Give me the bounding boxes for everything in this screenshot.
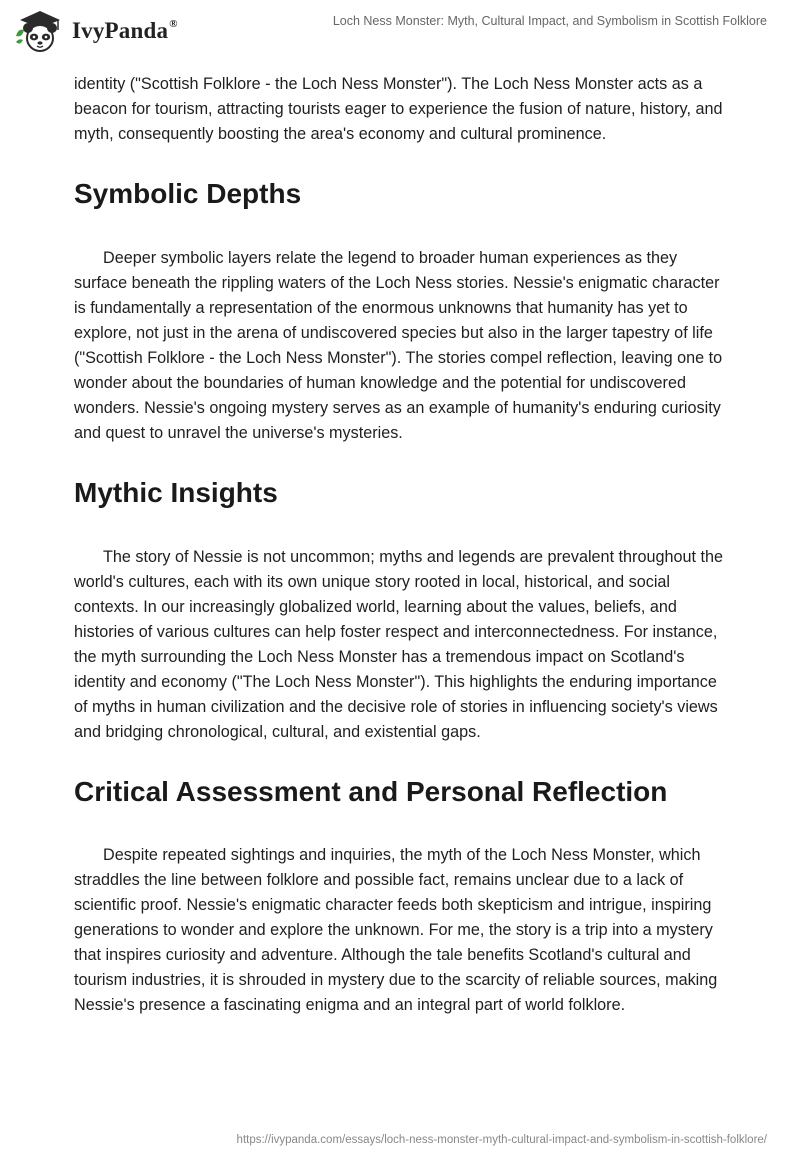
section-heading-symbolic-depths: Symbolic Depths (74, 178, 302, 209)
brand-name: IvyPanda® (72, 18, 178, 43)
essay-content (74, 72, 734, 1018)
page-header (0, 0, 800, 62)
ivypanda-logo[interactable] (14, 8, 178, 54)
registered-mark: ® (169, 18, 178, 30)
panda-graduation-cap-icon (14, 8, 66, 54)
section-heading-mythic-insights: Mythic Insights (74, 477, 278, 508)
document-title: Loch Ness Monster: Myth, Cultural Impact, and Symbolism in Scottish Folklore (332, 14, 767, 28)
section-paragraph-mythic-insights: The story of Nessie is not uncommon; myths and legends are prevalent throughout the world's cultures, each with its own unique story rooted in local, historical, and social contexts. In our increasingly globalized world, learning about the values, beliefs, and histories of various cultures can help foster respect and interconnectedness. For instance, the myth surrounding the Loch Ness Monster has a tremendous impact on Scotland's identity and economy ("The Loch Ness Monster"). This highlights the enduring importance of myths in human civilization and the decisive role of stories in influencing society's views and bridging chronological, cultural, and existential gaps. (74, 548, 723, 741)
intro-paragraph: identity ("Scottish Folklore - the Loch Ness Monster"). The Loch Ness Monster acts as a beacon for tourism, attracting tourists eager to experience the fusion of nature, history, and myth, consequently boosting the area's economy and cultural prominence. (74, 75, 723, 143)
source-url[interactable]: https://ivypanda.com/essays/loch-ness-monster-myth-cultural-impact-and-symbolism-in-scottish-folklore/ (236, 1134, 767, 1146)
section-paragraph-critical-assessment: Despite repeated sightings and inquiries, the myth of the Loch Ness Monster, which straddles the line between folklore and possible fact, remains unclear due to a lack of scientific proof. Nessie's enigmatic character feeds both skepticism and intrigue, inspiring generations to wonder and explore the unknown. For me, the story is a trip into a mystery that inspires curiosity and adventure. Although the tale benefits Scotland's cultural and tourism industries, it is shrouded in mystery due to the scarcity of reliable sources, making Nessie's presence a fascinating enigma and an integral part of world folklore. (74, 846, 718, 1014)
section-paragraph-symbolic-depths: Deeper symbolic layers relate the legend to broader human experiences as they surface beneath the rippling waters of the Loch Ness stories. Nessie's enigmatic character is fundamentally a representation of the enormous unknowns that humanity has yet to explore, not just in the arena of undiscovered species but also in the larger tapestry of life ("Scottish Folklore - the Loch Ness Monster"). The stories compel reflection, leaving one to wonder about the boundaries of human knowledge and the potential for undiscovered wonders. Nessie's ongoing mystery serves as an example of humanity's enduring curiosity and quest to unravel the universe's mysteries. (74, 249, 723, 442)
section-heading-critical-assessment: Critical Assessment and Personal Reflection (74, 776, 668, 807)
